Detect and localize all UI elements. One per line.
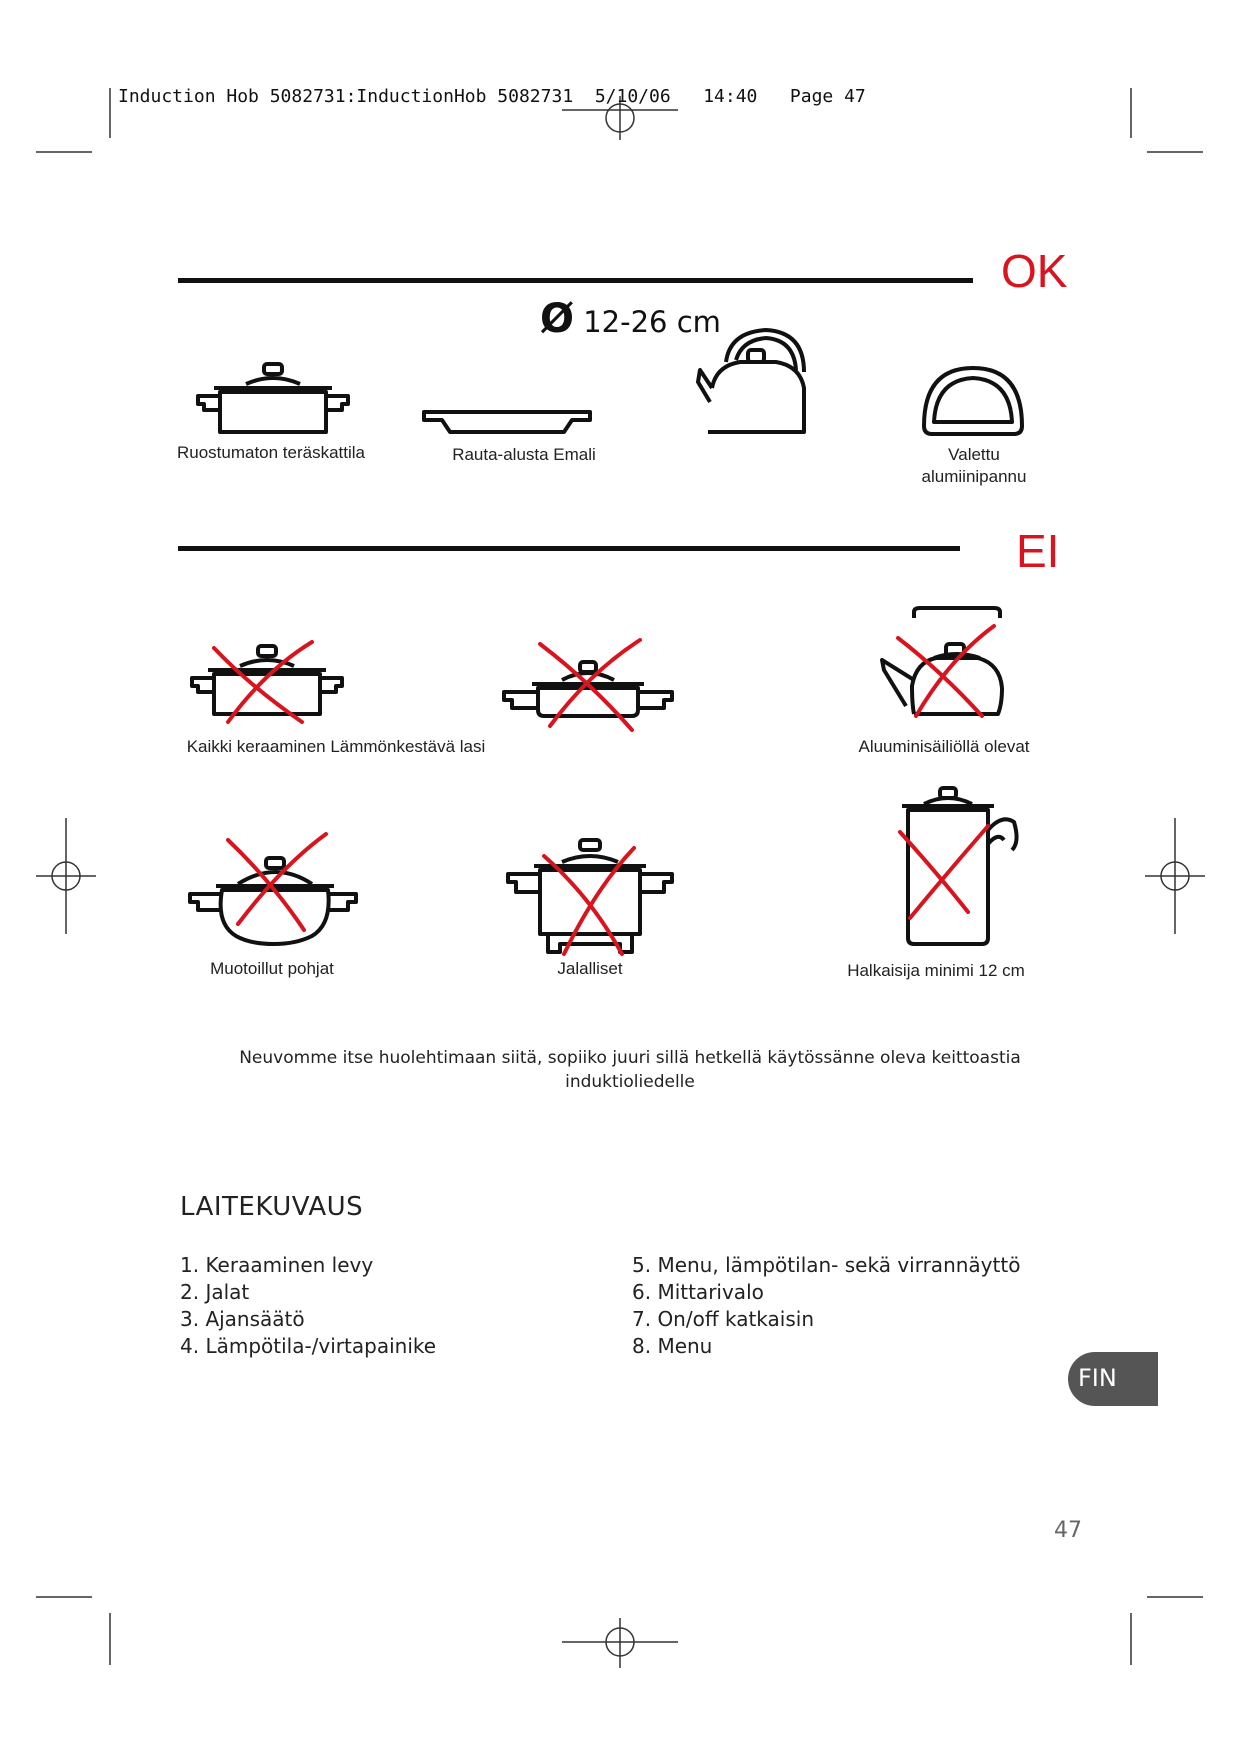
ei-status-label: EI	[1016, 525, 1060, 577]
list-item: 2. Jalat	[180, 1280, 250, 1304]
print-slug: Induction Hob 5082731:InductionHob 5082731 5/10/06 14:40 Page 47	[118, 86, 866, 107]
shallow-pot-crossed-icon	[500, 638, 676, 732]
ok-caption-iron-enamel: Rauta-alusta Emali	[452, 445, 596, 464]
footed-pot-crossed-icon	[504, 826, 676, 958]
kettle-icon	[696, 326, 812, 438]
ei-caption-ceramic-glass: Kaikki keraaminen Lämmönkestävä lasi	[186, 737, 486, 756]
list-item: 5. Menu, lämpötilan- sekä virrannäyttö	[632, 1253, 1021, 1277]
ok-caption-cast-aluminium: Valettu alumiinipannu	[921, 445, 1027, 486]
list-item: 8. Menu	[632, 1334, 713, 1358]
ok-divider	[178, 278, 973, 283]
ok-status-label: OK	[1001, 245, 1068, 297]
list-item: 3. Ajansäätö	[180, 1307, 305, 1331]
list-item: 6. Mittarivalo	[632, 1280, 764, 1304]
shallow-pan-icon	[422, 406, 592, 440]
language-tab	[1068, 1352, 1158, 1406]
ei-caption-footed: Jalalliset	[557, 959, 623, 978]
suitability-note: Neuvomme itse huolehtimaan siitä, sopiiko juuri sillä hetkellä käytössänne oleva keittoastia induktioliedelle	[239, 1048, 1021, 1092]
cast-pan-icon	[920, 364, 1026, 438]
section-heading: LAITEKUVAUS	[180, 1192, 364, 1222]
kettle-crossed-icon	[878, 604, 1010, 724]
ei-caption-shaped-bottoms: Muotoillut pohjat	[210, 959, 334, 978]
list-item: 7. On/off katkaisin	[632, 1307, 814, 1331]
page-number: 47	[1054, 1518, 1082, 1543]
coffee-pot-crossed-icon	[888, 786, 1022, 948]
ei-caption-aluminium-containers: Aluuminisäiliöllä olevat	[858, 737, 1030, 756]
list-item: 1. Keraaminen levy	[180, 1253, 374, 1277]
diameter-symbol: Ø	[540, 296, 575, 342]
casserole-pot-crossed-icon	[184, 640, 350, 726]
casserole-pot-icon	[190, 360, 356, 436]
diameter-range	[540, 296, 721, 342]
parts-list-left	[180, 1252, 436, 1360]
parts-list-right	[632, 1252, 1020, 1360]
ei-caption-min-diameter: Halkaisija minimi 12 cm	[847, 961, 1025, 980]
round-pot-crossed-icon	[186, 826, 360, 946]
ei-divider	[178, 546, 960, 551]
ok-caption-stainless-pot: Ruostumaton teräskattila	[176, 443, 366, 462]
list-item: 4. Lämpötila-/virtapainike	[180, 1334, 437, 1358]
language-tab-label: FIN	[1078, 1364, 1117, 1392]
diameter-value: 12-26 cm	[583, 305, 721, 339]
